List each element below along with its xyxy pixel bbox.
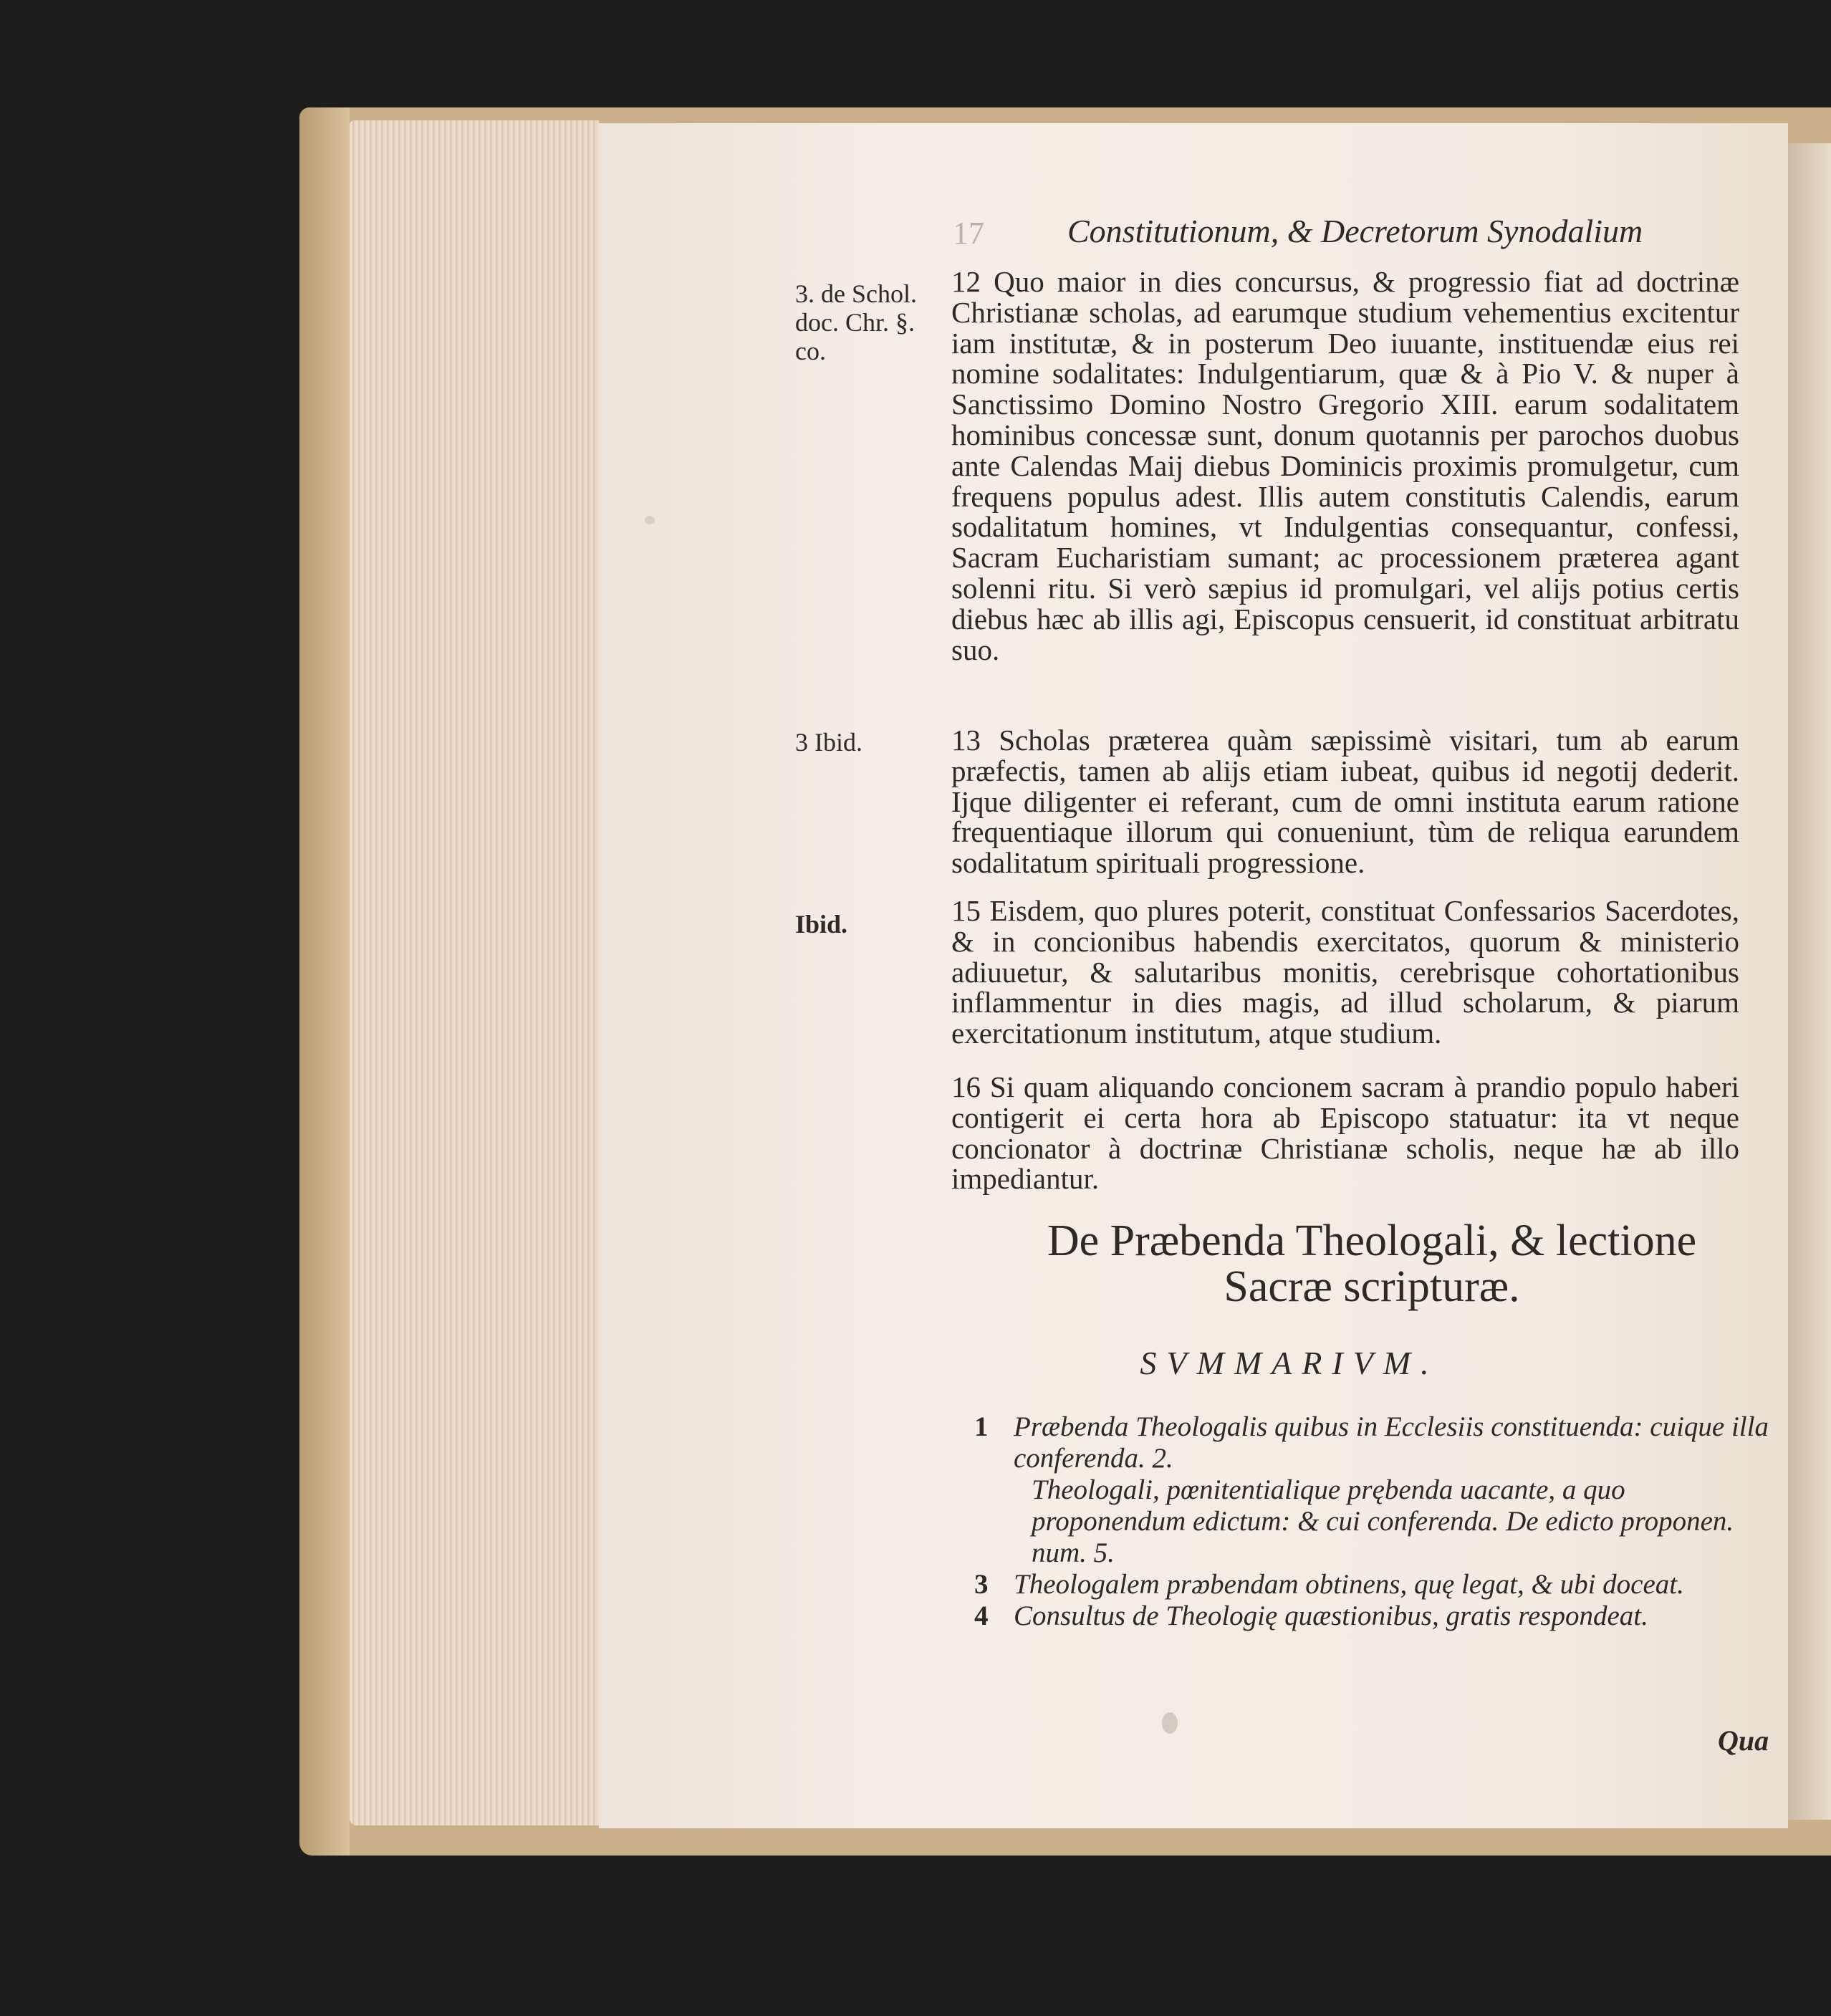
ink-spot [645,516,655,524]
margin-note-line: co. [795,337,826,365]
paragraph-text: 12 Quo maior in dies concursus, & progressio fiat ad doctrinæ Christianæ scholas, ad earumque studium vehementius excitentur iam institutæ, & in posterum Deo iuuante, instituendæ eius rei nomine sodalitates: Indulgentiarum, quæ & à Pio V. & nuper à Sanctissimo Domino Nostro Gregorio XIII. earum sodalitatem hominibus concessæ sunt, donum quotannis per parochos duobus ante Calendas Maij diebus Dominicis proximis promulgetur, cum frequens populus adest. Illis autem constitutis Calendis, earum sodalitatum homines, vt Indulgentias consequantur, confessi, Sacram Eucharistiam sumant; ac processionem præterea agant solenni ritu. Si verò sæpius id promulgari, vel alijs potius certis diebus hæc ab illis agi, Episcopus censuerit, id constituat arbitratu suo. [951,265,1739,666]
summarium-list [974,1411,1769,1632]
margin-note-line: 3 Ibid. [795,728,862,757]
paragraph-text: 16 Si quam aliquando concionem sacram à prandio populo haberi contigerit ei certa hora ab Episcopo statuatur: ita vt neque concionator à doctrinæ Christianæ scholis, neque hæ ab illo impediantur. [951,1070,1739,1196]
item-text: Theologali, pœnitentialique prębenda uacante, a quo proponendum edictum: & cui conferenda. De edicto proponen. num. 5. [1032,1474,1734,1568]
item-number: 3 [974,1569,989,1600]
item-text: Præbenda Theologalis quibus in Ecclesiis constituenda: cuique illa conferenda. 2. [1014,1411,1769,1474]
paragraph-15 [951,896,1739,1049]
margin-note-line: Ibid. [795,910,848,939]
margin-note-3 [795,910,847,939]
summarium-title: SVMMARIVM. [1140,1345,1439,1381]
catchword: Qua [1718,1724,1769,1757]
summarium-item [974,1569,1769,1600]
item-number: 4 [974,1600,989,1631]
paragraph-text: 15 Eisdem, quo plures poterit, constituat Confessarios Sacerdotes, & in concionibus habendis exercitatos, quorum & ministerio adiuuetur, & salutaribus monitis, cerebrisque cohortationibus inflammentur in dies magis, ad illud scholarum, & piarum exercitationum institutum, atque studium. [951,894,1739,1050]
paragraph-16 [951,1072,1739,1194]
paragraph-text: 13 Scholas præterea quàm sæpissimè visitari, tum ab earum præfectis, tamen ab alijs etiam iubeat, quibus id negotij dederit. Ijque diligenter ei referant, cum de omni instituta earum ratione frequentiaque illorum qui conueniunt, tùm de reliqua earundem sodalitatum spirituali progressione. [951,724,1739,880]
summarium-item [974,1600,1769,1632]
item-text: Theologalem prᴂbendam obtinens, quę legat, & ubi doceat. [1014,1569,1684,1600]
summarium-item [974,1474,1769,1569]
paragraph-13 [951,725,1739,878]
vellum-cover-edge [299,107,350,1856]
margin-note-line: doc. Chr. §. [795,308,915,337]
ink-spot [1162,1712,1178,1734]
show-through-page-number: 17 [953,216,984,251]
running-head: Constitutionum, & Decretorum Synodalium [1067,213,1643,249]
paragraph-12 [951,267,1739,665]
item-text: Consultus de Theologię quæstionibus, gratis respondeat. [1014,1600,1648,1631]
margin-note-1 [795,279,917,365]
facing-page-edge [1784,143,1831,1820]
section-heading: De Præbenda Theologali, & lectione Sacræ scripturæ. [1047,1216,1697,1311]
summarium-item [974,1411,1769,1474]
item-number: 1 [974,1411,989,1442]
page-edges [350,120,599,1825]
margin-note-line: 3. de Schol. [795,279,917,308]
margin-note-2 [795,728,862,757]
